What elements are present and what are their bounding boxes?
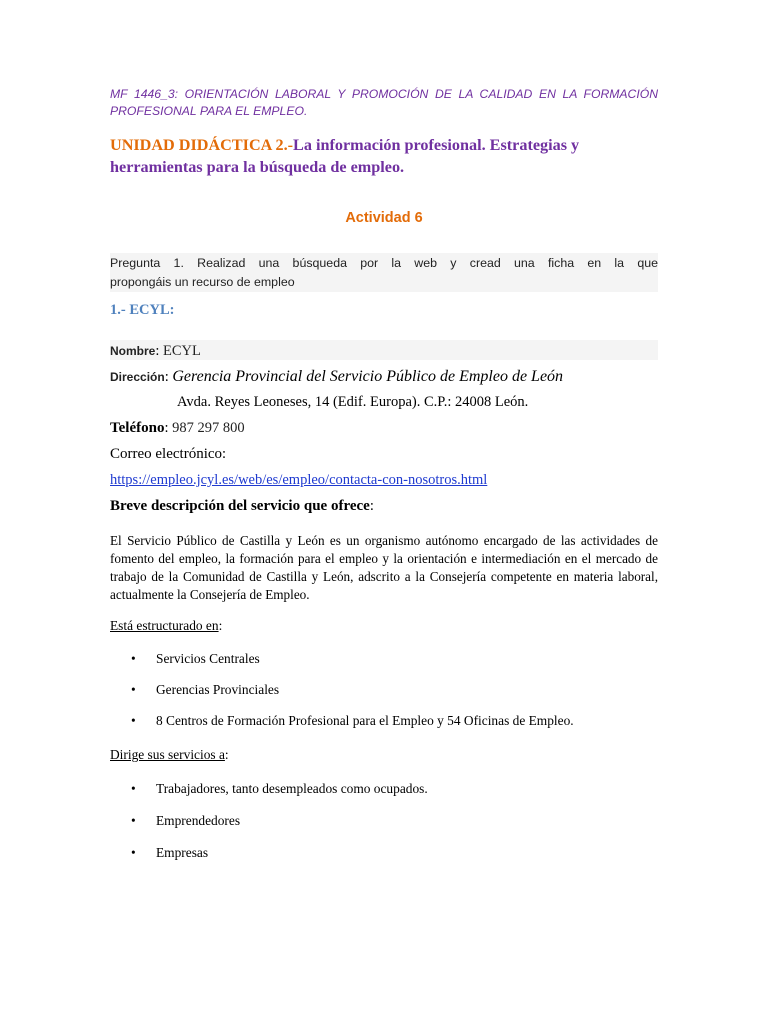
bullet-icon: • xyxy=(131,682,136,697)
structure-heading: Está estructurado en xyxy=(110,618,219,633)
direccion-row xyxy=(110,368,563,386)
descripcion-label: Breve descripción del servicio que ofrece xyxy=(110,498,370,514)
question-line1: Pregunta 1. Realizad una búsqueda por la web y cread una ficha en la que xyxy=(110,256,658,270)
question-block xyxy=(110,253,658,292)
telefono-label: Teléfono xyxy=(110,420,165,436)
audience-item-label: Emprendedores xyxy=(156,813,241,828)
nombre-label: Nombre xyxy=(110,344,156,358)
contact-url-link[interactable]: https://empleo.jcyl.es/web/es/empleo/contacta-con-nosotros.html xyxy=(110,472,488,488)
structure-item-label: Servicios Centrales xyxy=(156,651,260,666)
structure-item xyxy=(131,651,260,667)
nombre-row xyxy=(110,340,658,360)
description-paragraph: El Servicio Público de Castilla y León es un organismo autónomo encargado de las actividades de fomento del empleo, la formación para el empleo y la orientación e intermediación en el mercado de trabajo de la Comunidad de Castilla y León, adscrito a la Consejería competente en materia laboral, actualmente la Consejería de Empleo. xyxy=(110,533,658,602)
contact-url-row xyxy=(110,472,487,489)
bullet-icon: • xyxy=(131,845,136,860)
unit-prefix: UNIDAD DIDÁCTICA 2.- xyxy=(110,136,294,154)
bullet-icon: • xyxy=(131,713,136,728)
descripcion-colon: : xyxy=(369,498,374,514)
audience-colon: : xyxy=(224,747,229,762)
audience-heading-row xyxy=(110,747,229,763)
descripcion-row xyxy=(110,498,374,515)
unit-title-line1: La información profesional. Estrategias y xyxy=(293,136,580,154)
telefono-colon: : xyxy=(164,420,169,436)
direccion-colon: : xyxy=(164,369,169,385)
section-heading: 1.- ECYL: xyxy=(110,302,175,318)
audience-item xyxy=(131,781,428,797)
correo-colon: : xyxy=(222,446,227,462)
structure-heading-row xyxy=(110,618,222,634)
audience-item-label: Empresas xyxy=(156,845,209,860)
activity-title: Actividad 6 xyxy=(345,210,423,226)
direccion-value: Gerencia Provincial del Servicio Público de Empleo de León xyxy=(172,368,564,385)
direccion-label: Dirección xyxy=(110,370,165,384)
correo-row xyxy=(110,446,226,463)
nombre-value: ECYL xyxy=(163,343,201,359)
audience-item xyxy=(131,813,240,829)
structure-item-label: 8 Centros de Formación Profesional para el Empleo y 54 Oficinas de Empleo. xyxy=(156,713,574,728)
module-title-line2: PROFESIONAL PARA EL EMPLEO. xyxy=(110,104,308,118)
unit-heading xyxy=(110,134,670,178)
nombre-colon: : xyxy=(155,343,160,359)
module-title xyxy=(110,86,658,120)
audience-item-label: Trabajadores, tanto desempleados como ocupados. xyxy=(156,781,428,796)
bullet-icon: • xyxy=(131,813,136,828)
question-line2: propongáis un recurso de empleo xyxy=(110,275,295,289)
structure-item-label: Gerencias Provinciales xyxy=(156,682,280,697)
structure-item xyxy=(131,682,279,698)
telefono-value: 987 297 800 xyxy=(172,420,245,436)
correo-label: Correo electrónico xyxy=(110,446,223,462)
telefono-row xyxy=(110,420,245,437)
structure-item xyxy=(131,713,574,729)
audience-item xyxy=(131,845,208,861)
bullet-icon: • xyxy=(131,651,136,666)
structure-colon: : xyxy=(218,618,223,633)
direccion-address: Avda. Reyes Leoneses, 14 (Edif. Europa). C.P.: 24008 León. xyxy=(177,394,529,410)
module-title-line1: MF 1446_3: ORIENTACIÓN LABORAL Y PROMOCIÓN DE LA CALIDAD EN LA FORMACIÓN xyxy=(110,87,658,101)
audience-heading: Dirige sus servicios a xyxy=(110,747,225,762)
unit-title-line2: herramientas para la búsqueda de empleo. xyxy=(110,158,405,176)
bullet-icon: • xyxy=(131,781,136,796)
